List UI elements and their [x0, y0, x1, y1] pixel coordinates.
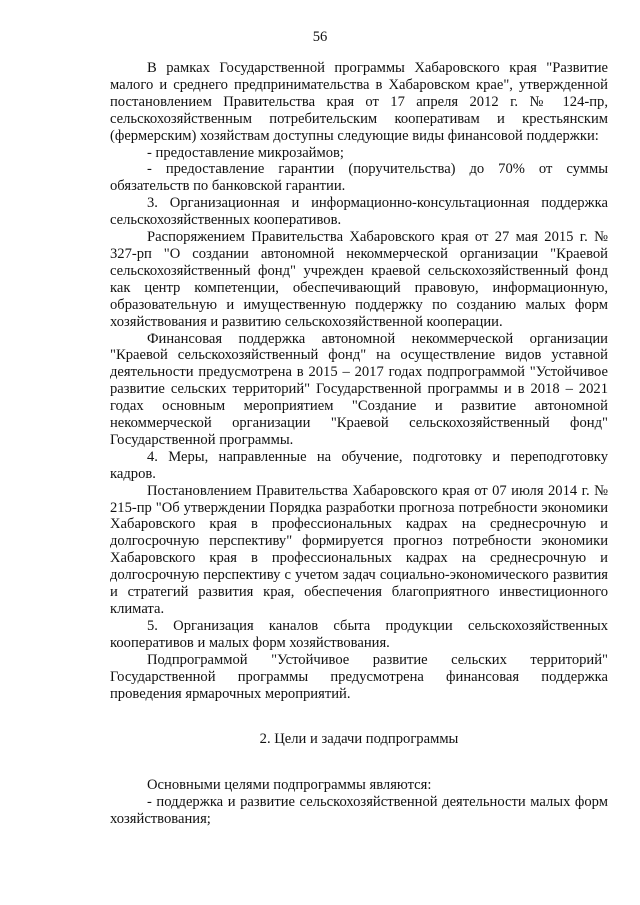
section-spacer	[110, 748, 608, 777]
paragraph: Финансовая поддержка автономной некоммерческой организации "Краевой сельскохозяйственный фонд" на осуществление видов уставной деятельности предусмотрена в 2015 – 2017 годах подпрограммой "Устойчивое развитие сельских территорий" Государственной программы и в 2018 – 2021 годах основным мероприятием "Создание и развитие автономной некоммерческой организации "Краевой сельскохозяйственный фонд" Государственной программы.	[110, 330, 608, 448]
list-item: - поддержка и развитие сельскохозяйственной деятельности малых форм хозяйствования;	[110, 794, 608, 828]
paragraph: Основными целями подпрограммы являются:	[147, 777, 432, 794]
paragraph: Подпрограммой "Устойчивое развитие сельских территорий" Государственной программы предусмотрена финансовая поддержка проведения ярмарочных мероприятий.	[110, 651, 608, 702]
paragraph: Распоряжением Правительства Хабаровского края от 27 мая 2015 г. № 327-рп "О создании автономной некоммерческой организации "Краевой сельскохозяйственный фонд" учрежден краевой сельскохозяйственный фонд как центр компетенции, обеспечивающий правовую, информационную, образовательную и имущественную поддержку по созданию малых форм хозяйствования и развитию сельскохозяйственной кооперации.	[110, 229, 608, 330]
page-number: 56	[312, 29, 328, 45]
paragraph: 4. Меры, направленные на обучение, подготовку и переподготовку кадров.	[110, 448, 608, 482]
body-text	[110, 60, 608, 828]
paragraph: В рамках Государственной программы Хабаровского края "Развитие малого и среднего предпринимательства в Хабаровском крае", утвержденной постановлением Правительства края от 17 апреля 2012 г. № 124-пр, сельскохозяйственным потребительским кооперативам и крестьянским (фермерским) хозяйствам доступны следующие виды финансовой поддержки:	[110, 60, 608, 144]
section-heading: 2. Цели и задачи подпрограммы	[259, 731, 459, 748]
list-item: - предоставление гарантии (поручительства) до 70% от суммы обязательств по банковской гарантии.	[110, 161, 608, 195]
paragraph: Постановлением Правительства Хабаровского края от 07 июля 2014 г. № 215-пр "Об утверждении Порядка разработки прогноза потребности экономики Хабаровского края в профессиональных кадрах на среднесрочную и долгосрочную перспективу" формируется прогноз потребности экономики Хабаровского края в профессиональных кадрах на среднесрочную и долгосрочную перспективу с учетом задач социально-экономического развития и стратегий развития края, обеспечения благоприятного инвестиционного климата.	[110, 482, 608, 617]
section-spacer	[110, 702, 608, 731]
paragraph: 3. Организационная и информационно-консультационная поддержка сельскохозяйственных кооперативов.	[110, 195, 608, 229]
paragraph: 5. Организация каналов сбыта продукции сельскохозяйственных кооперативов и малых форм хозяйствования.	[110, 617, 608, 651]
list-item: - предоставление микрозаймов;	[147, 144, 344, 161]
